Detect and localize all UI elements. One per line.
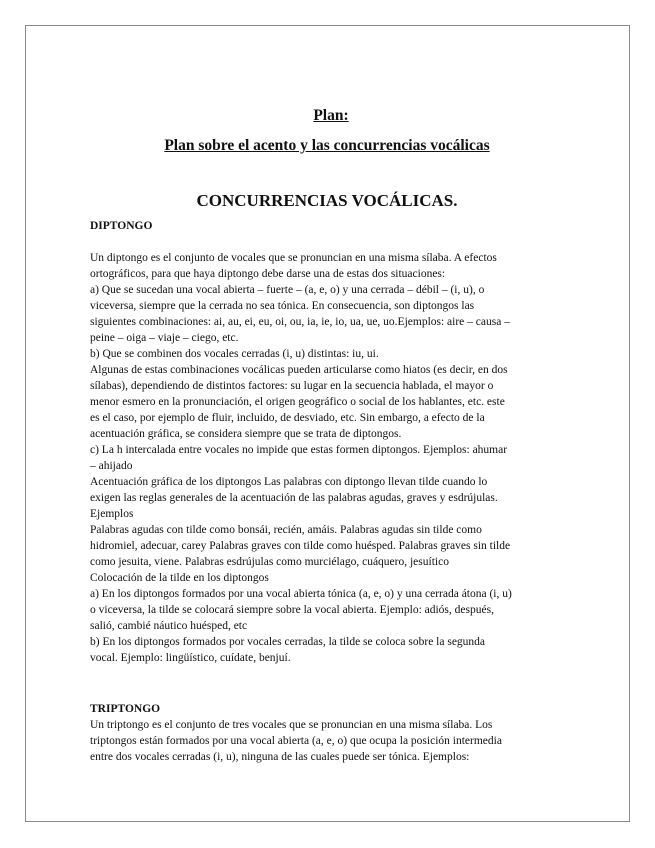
text-line: b) Que se combinen dos vocales cerradas (i, u) distintas: iu, ui. — [90, 348, 379, 360]
text-line: Colocación de la tilde en los diptongos — [90, 572, 269, 584]
text-line: a) En los diptongos formados por una vocal abierta tónica (a, e, o) y una cerrada átona (i, u) — [90, 588, 512, 600]
text-line: hidromiel, adecuar, carey Palabras graves con tilde como huésped. Palabras graves sin tilde — [90, 540, 511, 552]
text-line: – ahijado — [90, 460, 133, 472]
text-line: ortográficos, para que haya diptongo debe darse una de estas dos situaciones: — [90, 268, 446, 280]
text-line: Palabras agudas con tilde como bonsái, recién, amáis. Palabras agudas sin tilde como — [90, 524, 482, 536]
text-line: es el caso, por ejemplo de fluir, incluido, de desviado, etc. Sin embargo, a efecto de la — [90, 412, 485, 424]
text-line: Algunas de estas combinaciones vocálicas pueden articularse como hiatos (es decir, en dos — [90, 364, 508, 376]
text-line: salió, cambié náutico huésped, etc — [90, 620, 248, 632]
text-line: Un triptongo es el conjunto de tres vocales que se pronuncian en una misma sílaba. Los — [90, 719, 493, 731]
text-line: acentuación gráfica, se considera siempre que se trata de diptongos. — [90, 428, 402, 440]
text-line: sílabas), dependiendo de distintos factores: su lugar en la secuencia hablada, el mayor o — [90, 380, 494, 392]
text-line: Un diptongo es el conjunto de vocales que se pronuncian en una misma sílaba. A efectos — [90, 252, 497, 264]
triptongo-heading: TRIPTONGO — [90, 703, 161, 715]
text-line: b) En los diptongos formados por vocales cerradas, la tilde se coloca sobre la segunda — [90, 636, 486, 648]
text-line: o viceversa, la tilde se colocará siempre sobre la vocal abierta. Ejemplo: adiós, después, — [90, 604, 494, 616]
text-line: Ejemplos — [90, 508, 134, 520]
text-line: exigen las reglas generales de la acentuación de las palabras agudas, graves y esdrújulas. — [90, 492, 498, 504]
diptongo-heading: DIPTONGO — [90, 220, 153, 232]
text-line: triptongos están formados por una vocal abierta (a, e, o) que ocupa la posición intermedia — [90, 735, 502, 747]
text-line: Acentuación gráfica de los diptongos Las palabras con diptongo llevan tilde cuando lo — [90, 476, 488, 488]
text-line: viceversa, siempre que la cerrada no sea tónica. En consecuencia, son diptongos las — [90, 300, 475, 312]
document-title: Plan: — [313, 107, 349, 124]
text-line: entre dos vocales cerradas (i, u), ninguna de las cuales puede ser tónica. Ejemplos: — [90, 751, 470, 763]
document-subtitle: Plan sobre el acento y las concurrencias vocálicas — [164, 137, 490, 154]
document-page — [25, 25, 630, 822]
text-line: como jesuita, viene. Palabras esdrújulas como murciélago, cuáquero, jesuítico — [90, 556, 449, 568]
diptongo-body — [90, 250, 564, 666]
text-line: a) Que se sucedan una vocal abierta – fuerte – (a, e, o) y una cerrada – débil – (i, u), o — [90, 284, 485, 296]
text-line: siguientes combinaciones: ai, au, ei, eu, oi, ou, ia, ie, io, ua, ue, uo.Ejemplos: aire – causa – — [90, 316, 510, 328]
text-line: menor esmero en la pronunciación, el origen geográfico o social de los hablantes, etc. este — [90, 396, 505, 408]
text-line: vocal. Ejemplo: lingüístico, cuídate, benjuí. — [90, 652, 291, 664]
text-line: c) La h intercalada entre vocales no impide que estas formen diptongos. Ejemplos: ahumar — [90, 444, 508, 456]
triptongo-body — [90, 717, 564, 765]
page-content — [90, 106, 564, 765]
text-line: peine – oiga – viaje – ciego, etc. — [90, 332, 239, 344]
section-heading: CONCURRENCIAS VOCÁLICAS. — [196, 191, 458, 210]
